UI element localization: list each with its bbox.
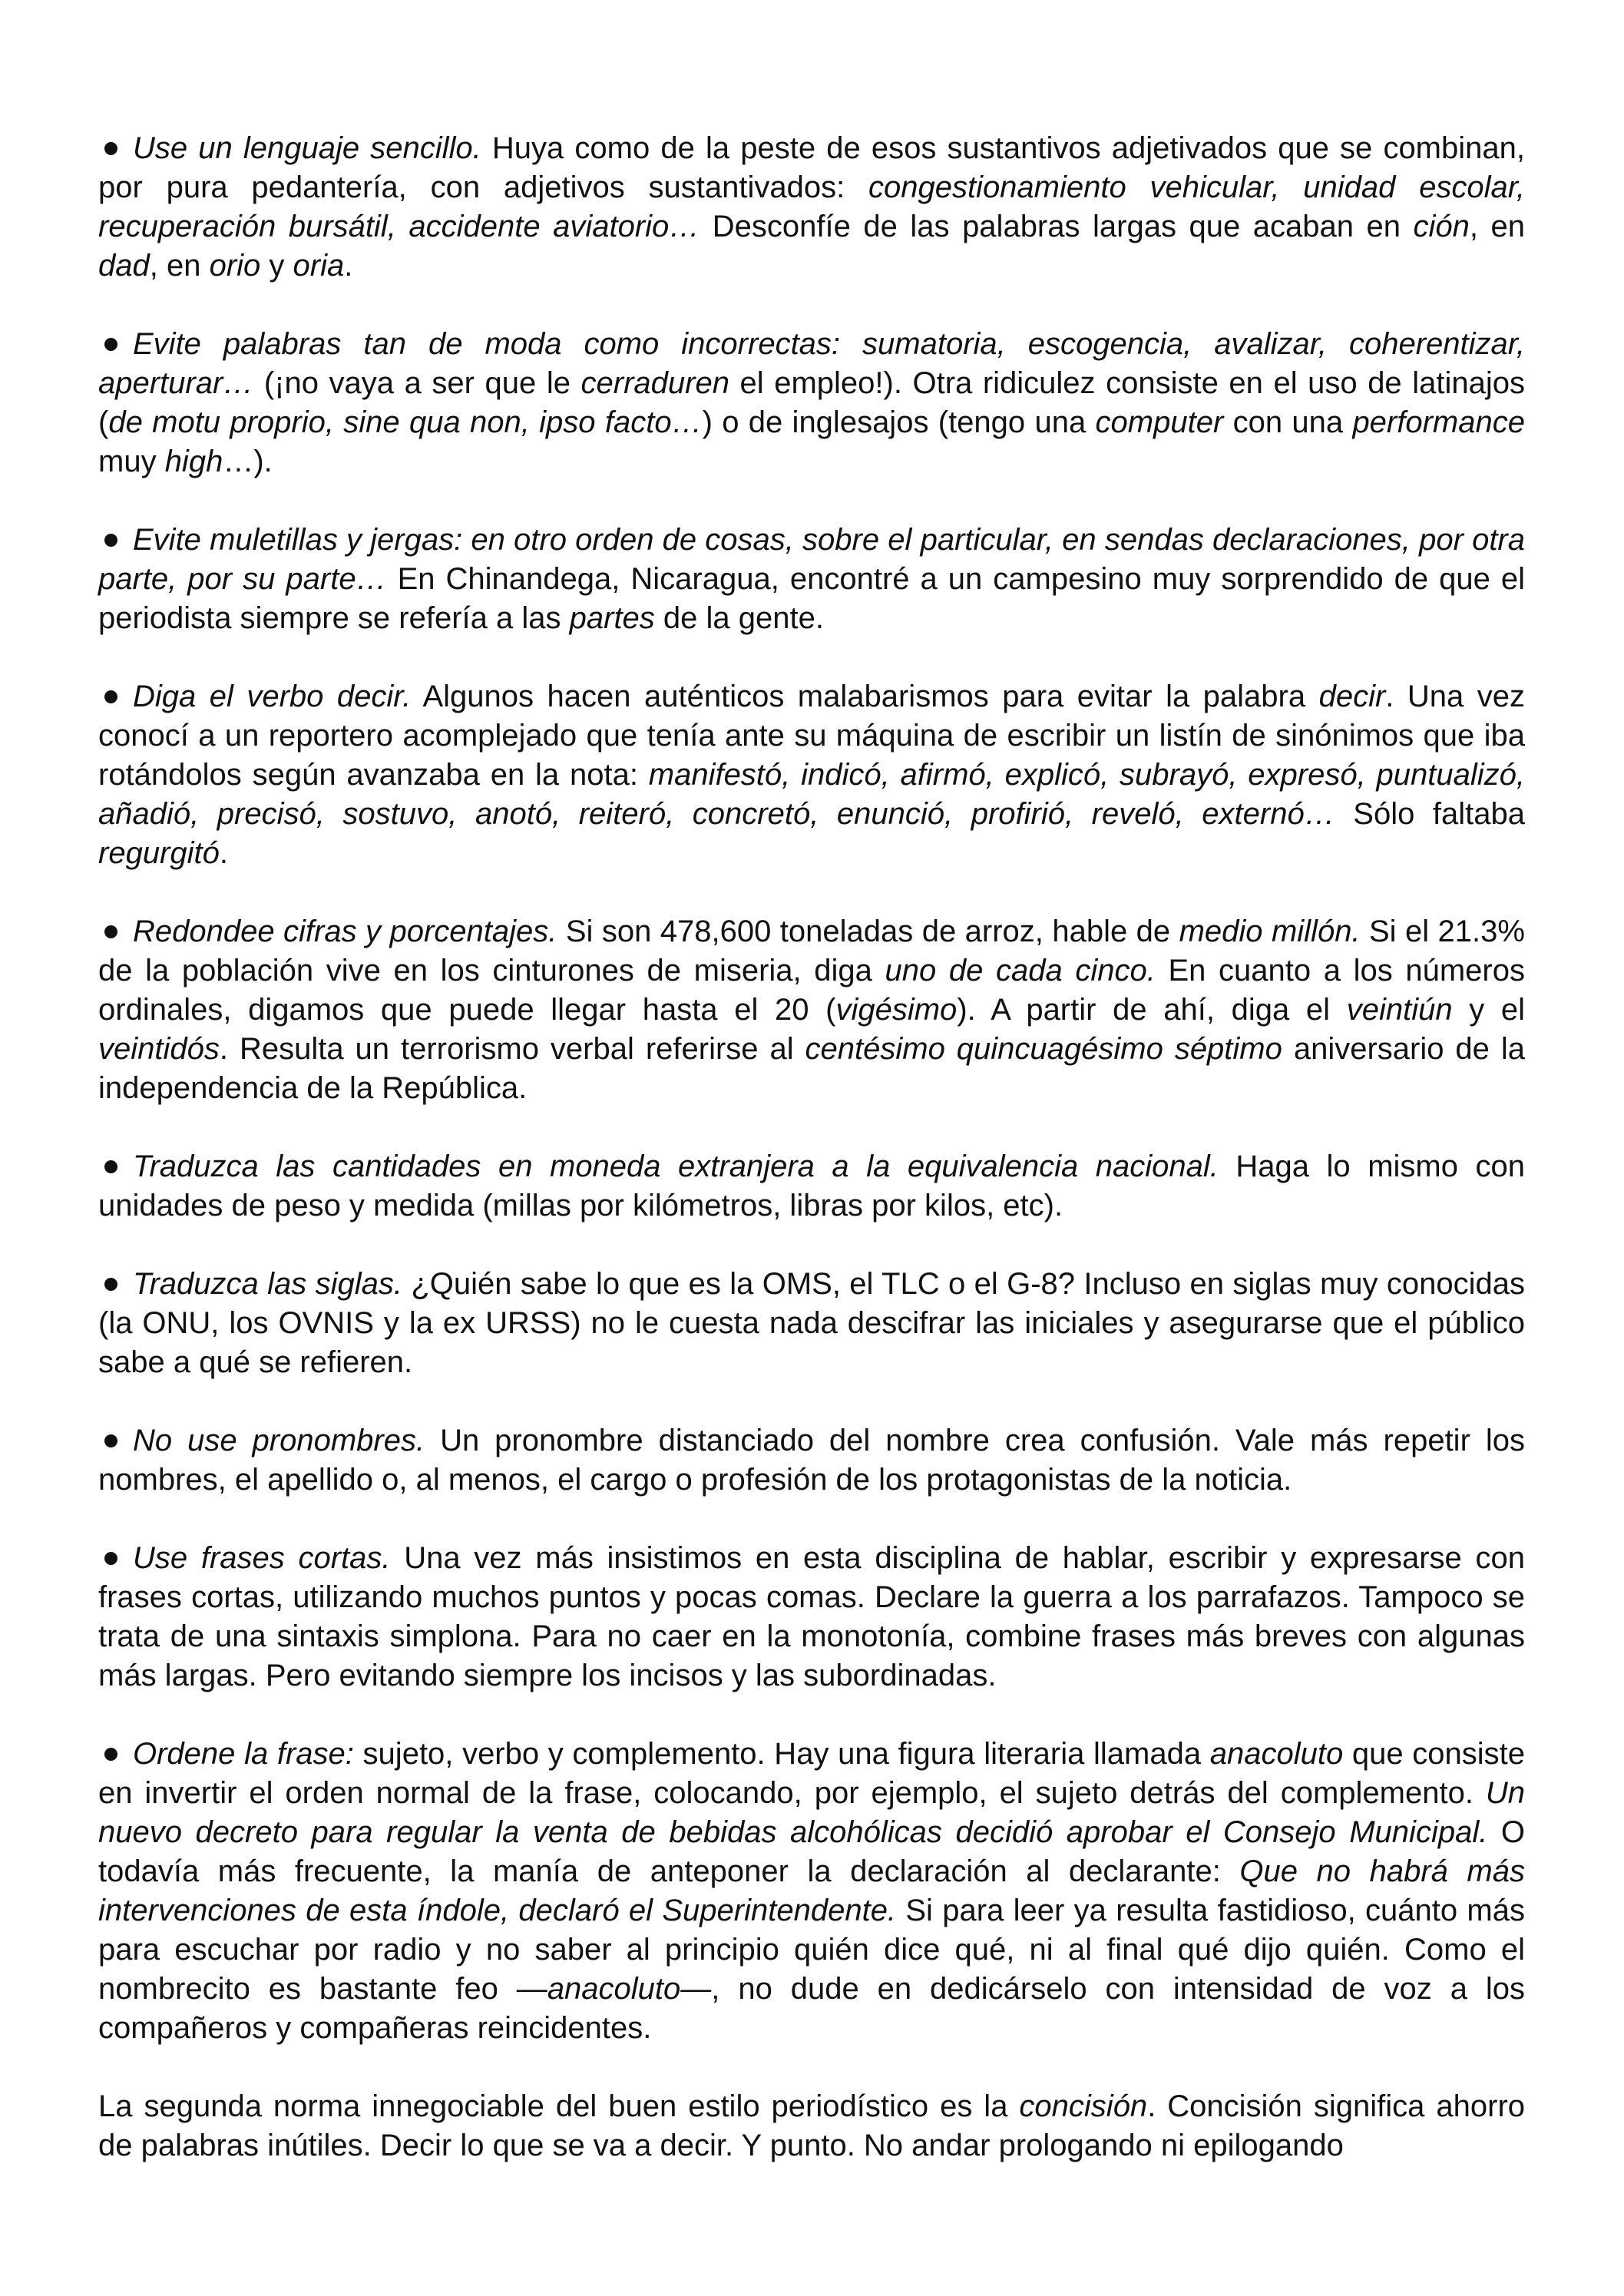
bullet-paragraph <box>98 1421 1525 1500</box>
italic-text: high <box>164 445 223 478</box>
italic-text: Redondee cifras y porcentajes. <box>133 915 557 948</box>
italic-text: oria <box>293 249 345 283</box>
italic-text: Que no habrá más intervenciones de esta índole, declaró el Superintendente. <box>98 1854 1525 1927</box>
italic-text: de motu proprio, sine qua non, ipso facto… <box>108 405 703 439</box>
body-paragraph <box>98 2087 1525 2165</box>
italic-text: No use pronombres. <box>133 1424 425 1457</box>
bullet-icon <box>104 1434 117 1447</box>
bullet-icon <box>104 690 117 703</box>
text-run: O todavía más frecuente, la manía de anteponer la declaración al declarante: <box>98 1815 1525 1888</box>
italic-text: partes <box>569 601 655 635</box>
text-run: . Una vez conocí a un reportero acomplejado que tenía ante su máquina de escribir un listín de sinónimos que iba rotándolos según avanzaba en la nota: <box>98 680 1525 792</box>
italic-text: Diga el verbo decir. <box>133 680 412 713</box>
italic-text: vigésimo <box>835 993 958 1027</box>
text-run: En Chinandega, Nicaragua, encontré a un campesino muy sorprendido de que el periodista siempre se refería a las <box>98 562 1525 635</box>
bullet-paragraph <box>98 912 1525 1108</box>
bullet-paragraph <box>98 1147 1525 1226</box>
text-run: —, no dude en dedicárselo con intensidad de voz a los compañeros y compañeras reincidentes. <box>98 1972 1525 2045</box>
bullet-paragraph <box>98 129 1525 286</box>
bullet-icon <box>104 142 117 155</box>
text-run: Si para leer ya resulta fastidioso, cuánto más para escuchar por radio y no saber al principio quién dice qué, ni al final qué dijo quién. Como el nombrecito es bastante feo — <box>98 1894 1526 2006</box>
italic-text: ción <box>1413 210 1470 243</box>
text-run: Una vez más insistimos en esta disciplina de hablar, escribir y expresarse con frases cortas, utilizando muchos puntos y pocas comas. Declare la guerra a los parrafazos. Tampoco se trata de una sintaxis simplona. Para no caer en la monotonía, combine frases más breves con algunas más largas. Pero evitando siempre los incisos y las subordinadas. <box>98 1541 1525 1692</box>
italic-text: veintidós <box>98 1032 220 1066</box>
text-run: Si el 21.3% de la población vive en los cinturones de miseria, diga <box>98 915 1525 988</box>
text-run: aniversario de la independencia de la República. <box>98 1032 1525 1105</box>
text-run: de la gente. <box>654 601 824 635</box>
text-run: muy <box>98 445 165 478</box>
text-run: que consiste en invertir el orden normal de la frase, colocando, por ejemplo, el sujeto detrás del complemento. <box>98 1737 1525 1810</box>
text-run: Sólo faltaba <box>1335 797 1525 831</box>
italic-text: manifestó, indicó, afirmó, explicó, subrayó, expresó, puntualizó, añadió, precisó, sostuvo, anotó, reiteró, concretó, enunció, profirió, reveló, externó… <box>98 758 1525 831</box>
text-run: . Concisión significa ahorro de palabras inútiles. Decir lo que se va a decir. Y punto. No andar prologando ni epilogando <box>98 2089 1526 2162</box>
bullet-icon <box>104 925 117 938</box>
text-run: el empleo!). Otra ridiculez consiste en el uso de latinajos ( <box>98 366 1525 439</box>
text-run: Desconfíe de las palabras largas que acaban en <box>700 210 1414 243</box>
italic-text: Traduzca las siglas. <box>133 1267 403 1301</box>
text-run: ) o de inglesajos (tengo una <box>702 405 1096 439</box>
bullet-paragraph <box>98 677 1525 873</box>
text-run: . <box>344 249 353 283</box>
italic-text: anacoluto <box>1209 1737 1344 1771</box>
bullet-icon <box>104 534 117 547</box>
bullet-icon <box>104 1160 117 1173</box>
text-run: Huya como de la peste de esos sustantivos adjetivados que se combinan, por pura pedantería, con adjetivos sustantivados: <box>98 131 1525 204</box>
italic-text: medio millón. <box>1179 915 1361 948</box>
italic-text: Traduzca las cantidades en moneda extranjera a la equivalencia nacional. <box>133 1150 1219 1183</box>
italic-text: cerraduren <box>580 366 729 400</box>
italic-text: dad <box>98 249 150 283</box>
italic-text: Use frases cortas. <box>133 1541 391 1575</box>
bullet-paragraph <box>98 1265 1525 1382</box>
italic-text: centésimo quincuagésimo séptimo <box>805 1032 1282 1066</box>
text-run: y <box>260 249 293 283</box>
text-run: ¿Quién sabe lo que es la OMS, el TLC o el G-8? Incluso en siglas muy conocidas (la ONU, los OVNIS y la ex URSS) no le cuesta nada descifrar las iniciales y asegurarse que el público sabe a qué se refieren. <box>98 1267 1525 1379</box>
text-run: , en <box>1469 210 1525 243</box>
text-run: La segunda norma innegociable del buen estilo periodístico es la <box>98 2089 1020 2123</box>
italic-text: Un nuevo decreto para regular la venta de bebidas alcohólicas decidió aprobar el Consejo Municipal. <box>98 1776 1525 1849</box>
text-run: con una <box>1223 405 1353 439</box>
italic-text: anacoluto <box>547 1972 681 2006</box>
italic-text: computer <box>1095 405 1224 439</box>
text-run: ). A partir de ahí, diga el <box>957 993 1347 1027</box>
text-run: …). <box>223 445 273 478</box>
italic-text: veintiún <box>1346 993 1453 1027</box>
italic-text: regurgitó <box>98 836 220 870</box>
bullet-icon <box>104 1748 117 1761</box>
text-run: y el <box>1452 993 1526 1027</box>
text-run: Un pronombre distanciado del nombre crea confusión. Vale más repetir los nombres, el apellido o, al menos, el cargo o profesión de los protagonistas de la noticia. <box>98 1424 1525 1497</box>
italic-text: performance <box>1352 405 1525 439</box>
bullet-icon <box>104 338 117 351</box>
italic-text: decir <box>1318 680 1386 713</box>
italic-text: orio <box>209 249 261 283</box>
italic-text: Ordene la frase: <box>133 1737 354 1771</box>
text-run: En cuanto a los números ordinales, digamos que puede llegar hasta el 20 ( <box>98 954 1525 1027</box>
text-run: . Resulta un terrorismo verbal referirse al <box>219 1032 805 1066</box>
bullet-paragraph <box>98 1539 1525 1696</box>
italic-text: concisión <box>1019 2089 1148 2123</box>
bullet-icon <box>104 1552 117 1565</box>
bullet-paragraph <box>98 521 1525 638</box>
italic-text: Use un lenguaje sencillo. <box>133 131 481 165</box>
text-run: Si son 478,600 toneladas de arroz, hable de <box>557 915 1179 948</box>
document-body <box>98 129 1525 2165</box>
text-run: sujeto, verbo y complemento. Hay una figura literaria llamada <box>353 1737 1210 1771</box>
text-run: . <box>219 836 228 870</box>
text-run: , en <box>149 249 210 283</box>
bullet-icon <box>104 1278 117 1291</box>
bullet-paragraph <box>98 1735 1525 2048</box>
italic-text: uno de cada cinco. <box>885 954 1156 988</box>
italic-text: congestionamiento vehicular, unidad escolar, recuperación bursátil, accidente aviatorio… <box>98 170 1526 243</box>
italic-text: Evite palabras tan de moda como incorrectas: sumatoria, escogencia, avalizar, coherentizar, aperturar… <box>98 327 1525 400</box>
text-run: (¡no vaya a ser que le <box>253 366 581 400</box>
italic-text: Evite muletillas y jergas: en otro orden de cosas, sobre el particular, en sendas declaraciones, por otra parte, por su parte… <box>98 523 1525 596</box>
text-run: Algunos hacen auténticos malabarismos para evitar la palabra <box>411 680 1319 713</box>
bullet-paragraph <box>98 325 1525 481</box>
text-run: Haga lo mismo con unidades de peso y medida (millas por kilómetros, libras por kilos, etc). <box>98 1150 1525 1222</box>
